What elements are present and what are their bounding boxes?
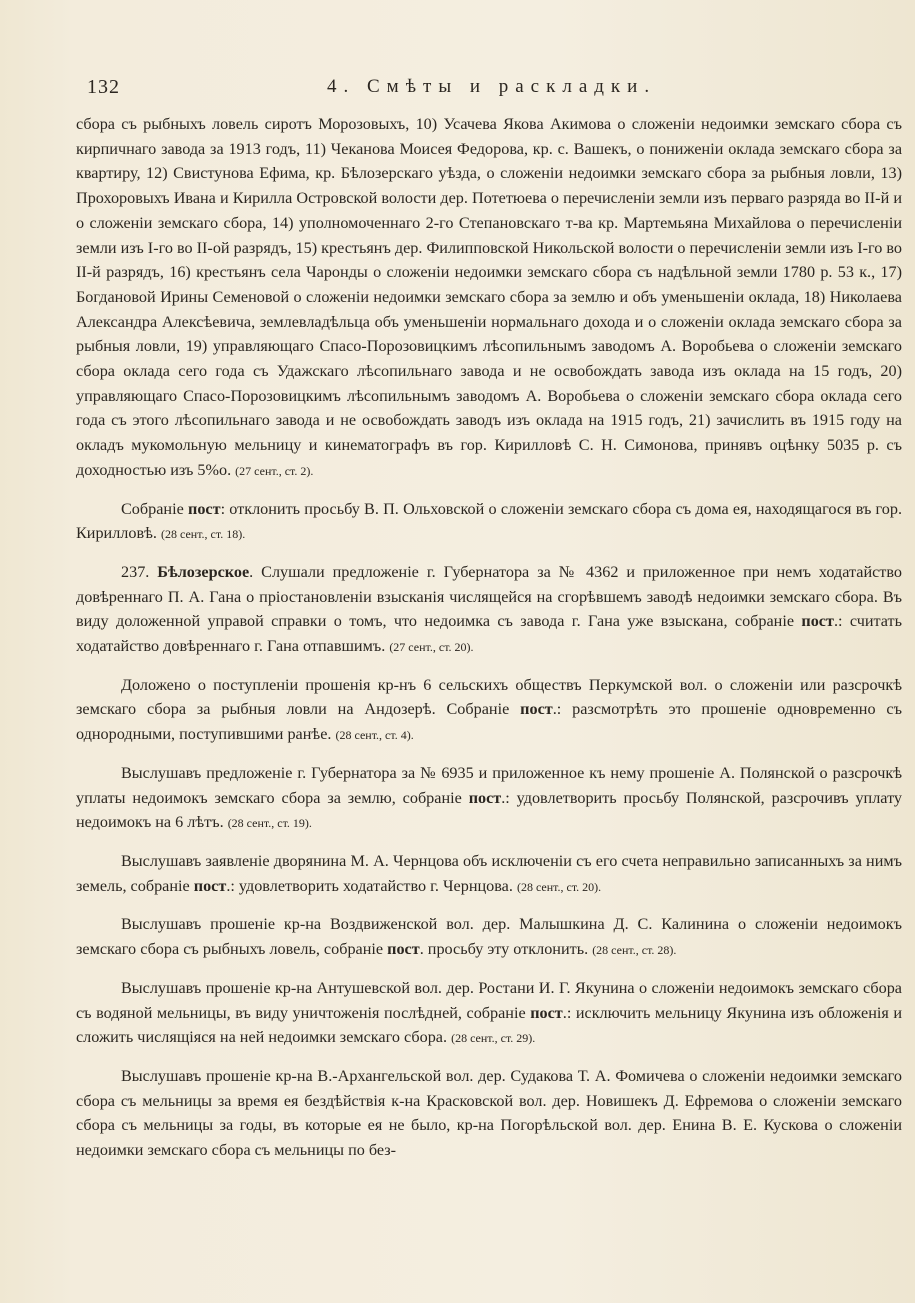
session-reference: (28 сент., ст. 29).	[451, 1031, 536, 1046]
paragraph-perkum	[76, 673, 902, 748]
paragraph-polyanskaya	[76, 761, 902, 836]
paragraph-chernzov	[76, 849, 902, 899]
paragraph-lead: Выслушавъ прошеніе кр-на Антушевской вол. дер. Ростани И. Г. Якунина о сложеніи недоимокъ земскаго сбора съ водяной мельницы, въ виду уничтоженія послѣдней, собраніе	[76, 978, 902, 1022]
paragraph-text: .: исключить мельницу Якунина изъ обложенія и сложить числящіяся на ней недоимки земскаго сбора.	[76, 1003, 903, 1047]
paragraph-lead: Выслушавъ прошеніе кр-на Воздвиженской вол. дер. Малышкина Д. С. Калинина о сложеніи недоимокъ земскаго сбора съ рыбныхъ ловель, собраніе	[76, 915, 902, 959]
paragraph-yakunin	[76, 976, 902, 1051]
paragraph-text: сбора съ рыбныхъ ловель сиротъ Морозовыхъ, 10) Усачева Якова Акимова о сложеніи недоимки земскаго сбора съ кирпичнаго завода за 1913 годъ, 11) Чеканова Моисея Федорова, кр. с. Вашекъ, о пониженіи оклада земскаго сбора за квартиру, 12) Свистунова Ефима, кр. Бѣлозерскаго уѣзда, о сложеніи недоимки земскаго сбора за рыбныя ловли, 13) Прохоровыхъ Ивана и Кирилла Островской волости дер. Потетюева о перечисленіи земли изъ перваго разряда во II-й и о сложеніи земскаго сбора, 14) уполномоченнаго 2-го Степановскаго т-ва кр. Мартемьяна Михайлова о перечисленіи земли изъ I-го во II-ой разрядъ, 15) крестьянъ дер. Филипповской Никольской волости о перечисленіи земли изъ I-го во II-й разрядъ, 16) крестьянъ села Чаронды о сложеніи недоимки земскаго сбора съ надѣльной земли 1780 р. 53 к., 17) Богдановой Ирины Семеновой о сложеніи недоимки земскаго сбора за землю и объ уменьшеніи оклада, 18) Николаева Александра Алексѣевича, землевладѣльца объ уменьшеніи нормальнаго дохода и о сложеніи оклада земскаго сбора за рыбныя ловли, 19) управляющаго Спасо-Порозовицкимъ лѣсопильнымъ заводомъ А. Воробьева о сложеніи земскаго сбора оклада сего года съ Удажскаго лѣсопильнаго завода и не освобождать завода изъ оклада на 15 годъ, 20) управляющаго Спасо-Порозовицкимъ лѣсопильнымъ заводомъ А. Воробьева о сложеніи земскаго сбора оклада сего года съ этого лѣсопильнаго завода и не освобождать заводъ изъ оклада на 1915 годъ, 21) зачислить въ 1915 году на окладъ мукомольную мельницу и кинематографъ въ гор. Кирилловѣ С. Н. Симонова, принявъ оцѣнку 5035 р. съ доходностью изъ 5%о.	[76, 115, 902, 479]
paragraph-fomichev	[76, 1064, 902, 1163]
paragraph-text: . Слушали предложеніе г. Губернатора за № 4362 и приложенное при немъ ходатайство довѣреннаго П. А. Гана о пріостановленіи взысканія числящейся на сгорѣвшемъ заводѣ недоимки земскаго сбора. Въ виду доложенной управой справки о томъ, что недоимка съ завода г. Гана уже взыскана, собраніе	[76, 562, 903, 631]
page-header	[87, 76, 889, 104]
paragraph-text: .: удовлетворить ходатайство г. Чернцова.	[226, 876, 513, 895]
section-title: Бѣлозерское	[157, 562, 250, 581]
resolution-keyword: пост	[520, 700, 553, 719]
paragraph-lead: Доложено о поступленіи прошенія кр-нъ 6 сельскихъ обществъ Перкумской вол. о сложеніи или разсрочкѣ земскаго сбора за рыбныя ловли на Андозерѣ. Собраніе	[76, 675, 902, 719]
session-reference: (28 сент., ст. 20).	[516, 879, 602, 894]
resolution-keyword: пост	[801, 612, 834, 631]
section-number: 237.	[121, 562, 150, 581]
session-reference: (28 сент., ст. 28).	[592, 943, 677, 958]
paragraph-kalinin	[76, 912, 902, 962]
page-number: 132	[87, 76, 120, 98]
session-reference: (28 сент., ст. 18).	[161, 527, 246, 542]
paragraph-lead: Выслушавъ заявленіе дворянина М. А. Чернцова объ исключеніи съ его счета неправильно записанныхъ за нимъ земель, собраніе	[76, 851, 902, 895]
paragraph-lead: Выслушавъ предложеніе г. Губернатора за № 6935 и приложенное къ нему прошеніе А. Полянской о разсрочкѣ уплаты недоимокъ земскаго сбора за землю, собраніе	[76, 763, 902, 807]
paragraph-text: .: разсмотрѣть это прошеніе одновременно съ однородными, поступившими ранѣе.	[76, 700, 902, 744]
resolution-keyword: пост	[193, 876, 227, 895]
paragraph-text: .: удовлетворить просьбу Полянской, разсрочивъ уплату недоимокъ на 6 лѣтъ.	[76, 788, 903, 832]
paragraph-section-237	[76, 560, 902, 660]
resolution-keyword: пост	[530, 1003, 563, 1022]
paragraph-text: . просьбу эту отклонить.	[419, 940, 589, 959]
paragraph-text: Выслушавъ прошеніе кр-на В.-Архангельской вол. дер. Судакова Т. А. Фомичева о сложеніи недоимки земскаго сбора съ мельницы за время ея бездѣйствія к-на Красковской вол. дер. Новишекъ Д. Ефремова о сложеніи земскаго сбора съ мельницы за годы, въ которые ея не было, кр-на Погорѣльской вол. дер. Енина В. Е. Кускова о сложеніи недоимки земскаго сбора съ мельницы по без-	[76, 1066, 902, 1160]
paragraph-text: .: считать ходатайство довѣреннаго г. Гана отпавшимъ.	[76, 612, 903, 656]
resolution-keyword: пост	[387, 940, 420, 959]
resolution-keyword: пост	[468, 788, 502, 807]
paragraph-resolution	[76, 497, 902, 547]
running-title: 4. Смѣты и раскладки.	[327, 76, 657, 97]
paragraph-text: : отклонить просьбу В. П. Ольховской о сложеніи земскаго сбора съ дома ея, находящагося въ гор. Кирилловѣ.	[76, 499, 903, 543]
session-reference: (28 сент., ст. 4).	[335, 728, 414, 743]
resolution-keyword: пост	[188, 499, 221, 518]
paragraph-continuation	[76, 112, 902, 484]
paragraph-lead: Собраніе	[121, 499, 184, 518]
session-reference: (27 сент., ст. 2).	[235, 463, 314, 478]
session-reference: (27 сент., ст. 20).	[389, 640, 474, 655]
page-body	[76, 112, 902, 1163]
session-reference: (28 сент., ст. 19).	[227, 816, 312, 831]
